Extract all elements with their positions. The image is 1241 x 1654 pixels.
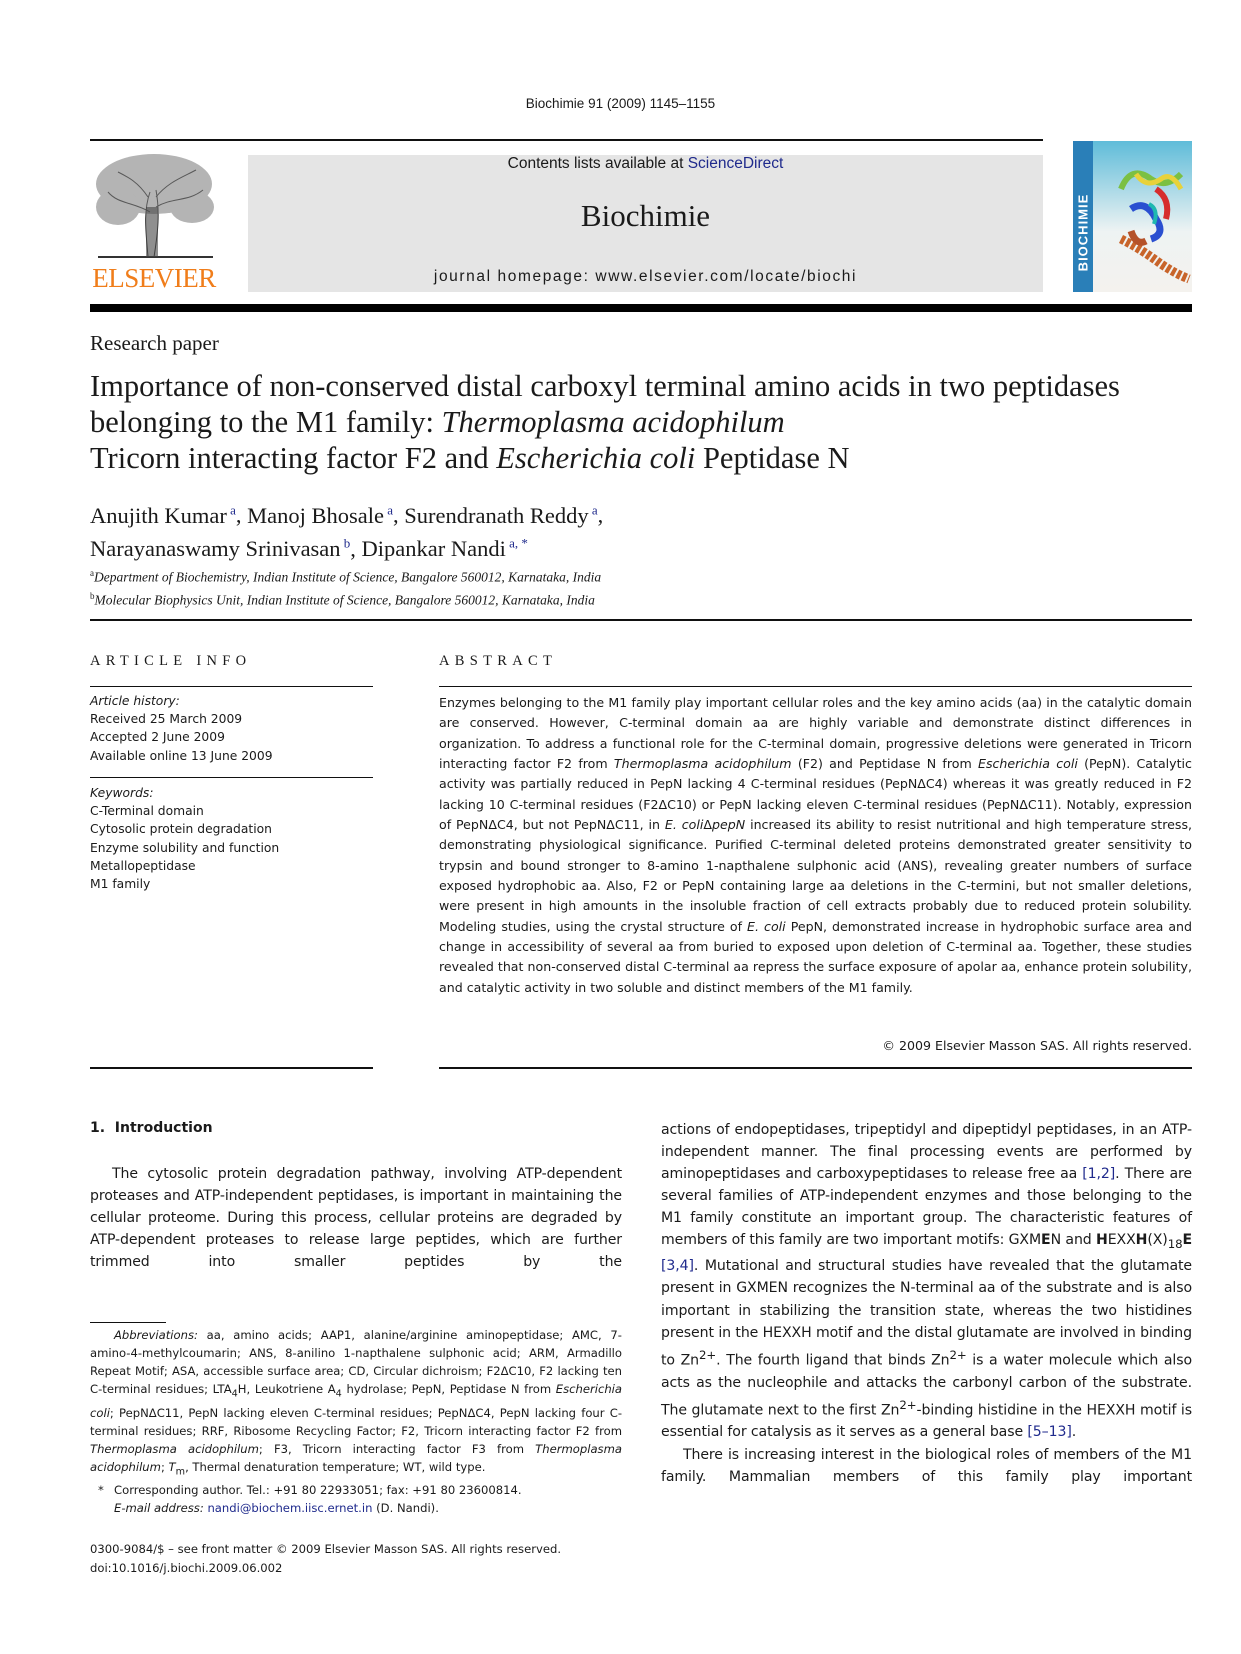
article-title: Importance of non-conserved distal carboxyl terminal amino acids in two peptidases belonging to the M1 family: Thermoplasma acidophilum Tricorn interacting factor F2 and Escherichia coli Peptidase N <box>90 369 1120 475</box>
rule <box>90 777 373 778</box>
keywords <box>90 784 279 893</box>
doi-line: doi:10.1016/j.biochi.2009.06.002 <box>90 1560 283 1575</box>
history-received: Received 25 March 2009 <box>90 712 243 727</box>
elsevier-wordmark: ELSEVIER <box>92 263 216 293</box>
affiliation-marker[interactable]: a <box>588 502 598 517</box>
asterisk-mark: * <box>98 1483 104 1498</box>
reference-link[interactable]: [1,2] <box>1082 1166 1116 1183</box>
affiliations <box>90 564 601 609</box>
italic-text: Thermoplasma acidophilum <box>613 756 792 772</box>
email-footnote <box>90 1499 622 1517</box>
article-history <box>90 692 273 765</box>
author[interactable]: Dipankar Nandi $^{a, *}$ <box>361 535 528 561</box>
history-accepted: Accepted 2 June 2009 <box>90 730 225 745</box>
body-paragraph: actions of endopeptidases, tripeptidyl and dipeptidyl peptidases, in an ATP-independent manner. The final processing events are performed by aminopeptidases and carboxypeptidases to release free aa [1,2]. There are several families of ATP-independent enzymes and those belonging to the M1 family constitute an important group. The characteristic features of members of this family are two important motifs: GXMEN and $HEXXH(X)_{18}E$ [3,4]. Mutational and structural studies have revealed that the glutamate present in GXMEN recognizes the N-terminal aa of the substrate and is also important in stabilizing the transition state, whereas the two histidines present in the HEXXH motif and the distal glutamate are involved in binding to $Zn^{2+}$. The fourth ligand that binds $Zn^{2+}$ is a water molecule which also acts as the nucleophile and attacks the carbonyl carbon of the substrate. The glutamate next to the first $Zn^{2+}$-binding histidine in the HEXXH motif is essential for catalysis as it serves as a general base [5–13]. <box>661 1122 1192 1441</box>
journal-homepage <box>248 268 1043 286</box>
affiliation-key: a <box>90 568 94 578</box>
italic-text: Thermoplasma acidophilum <box>441 405 785 439</box>
email-suffix: (D. Nandi). <box>372 1501 439 1516</box>
italic-text: Escherichia coli <box>977 756 1078 772</box>
subscript: 18 <box>1167 1237 1183 1252</box>
keyword: M1 family <box>90 877 151 892</box>
italic-text: E. coli <box>747 918 786 934</box>
rule <box>439 1067 1192 1069</box>
right-column <box>661 1119 1192 1488</box>
italic-text: pepN <box>712 817 746 833</box>
keywords-label: Keywords: <box>90 786 154 800</box>
italic-text: Thermoplasma acidophilum <box>90 1441 259 1456</box>
section-rule <box>90 619 1192 621</box>
introduction-heading: 1. Introduction <box>90 1120 213 1136</box>
homepage-label: journal homepage: <box>433 268 596 285</box>
subscript: m <box>175 1466 186 1478</box>
keyword: C-Terminal domain <box>90 804 204 819</box>
history-online: Available online 13 June 2009 <box>90 748 273 763</box>
contents-text: Contents lists available at <box>507 155 688 172</box>
author-list: Anujith Kumar $^a$, Manoj Bhosale $^a$, Surendranath Reddy $^a$, Narayanaswamy Srinivasan $^b$, Dipankar Nandi $^{a, *}$ <box>90 502 604 561</box>
journal-cover-image[interactable] <box>1073 141 1192 292</box>
affiliation-marker[interactable]: a <box>384 502 394 517</box>
superscript: 2+ <box>699 1347 717 1362</box>
elsevier-tree-icon <box>88 152 220 264</box>
author[interactable]: Surendranath Reddy $^a$ <box>404 502 598 528</box>
footnote-rule <box>90 1322 166 1323</box>
reference-link[interactable]: [3,4] <box>661 1258 694 1275</box>
author[interactable]: Narayanaswamy Srinivasan $^b$ <box>90 535 351 561</box>
abstract-heading: ABSTRACT <box>439 653 558 669</box>
affiliation-marker[interactable]: a, * <box>505 535 528 551</box>
italic-text: Escherichia coli <box>496 441 696 475</box>
italic-text: E. coli <box>664 817 704 833</box>
protein-structure-icon <box>1101 149 1191 289</box>
header-thick-rule <box>90 304 1192 312</box>
email-link[interactable]: nandi@biochem.iisc.ernet.in <box>207 1501 373 1516</box>
bold-text: E <box>1182 1232 1192 1249</box>
corresponding-author-footnote <box>90 1481 622 1499</box>
bold-text: H <box>1135 1232 1148 1249</box>
bold-text: E <box>1041 1232 1051 1249</box>
italic-text: T <box>168 1459 176 1474</box>
subscript: 4 <box>231 1388 238 1400</box>
history-label: Article history: <box>90 694 180 708</box>
rule <box>439 686 1192 687</box>
italic-text: Abbreviations: <box>114 1328 198 1342</box>
bold-text: H <box>1096 1232 1108 1249</box>
article-info-heading: ARTICLE INFO <box>90 653 252 669</box>
front-matter-info <box>90 1540 561 1577</box>
keyword: Metallopeptidase <box>90 858 196 873</box>
italic-text: Escherichia coli <box>90 1382 623 1420</box>
email-label: E-mail address: <box>114 1501 204 1516</box>
rule <box>90 1067 373 1069</box>
author[interactable]: Manoj Bhosale $^a$ <box>247 502 394 528</box>
paper-type: Research paper <box>90 331 219 355</box>
keyword: Enzyme solubility and function <box>90 840 280 855</box>
introduction-paragraph: The cytosolic protein degradation pathway, involving ATP-dependent proteases and ATP-independent peptidases, is important in maintaining the cellular proteome. During this process, cellular proteins are degraded by ATP-dependent proteases to release large peptides, which are further trimmed into smaller peptides by the <box>90 1166 622 1271</box>
journal-name: Biochimie <box>580 198 711 233</box>
affiliation: $^b$Molecular Biophysics Unit, Indian Institute of Science, Bangalore 560012, Karnataka, India <box>90 590 595 607</box>
abstract-text: Enzymes belonging to the M1 family play important cellular roles and the key amino acids (aa) in the catalytic domain are conserved. However, C-terminal domain aa are highly variable and demonstrate distinct differences in organization. To address a functional role for the C-terminal domain, progressive deletions were generated in Tricorn interacting factor F2 from Thermoplasma acidophilum (F2) and Peptidase N from Escherichia coli (PepN). Catalytic activity was partially reduced in PepN lacking 4 C-terminal residues (PepNΔC4) whereas it was greatly reduced in F2 lacking 10 C-terminal residues (F2ΔC10) or PepN lacking eleven C-terminal residues (PepNΔC11). Notably, expression of PepNΔC4, but not PepNΔC11, in E. coliΔpepN increased its ability to resist nutritional and high temperature stress, demonstrating physiological significance. Purified C-terminal deleted proteins demonstrated greater sensitivity to trypsin and bound stronger to 8-amino 1-napthalene sulphonic acid (ANS), revealing greater numbers of surface exposed hydrophobic aa. Also, F2 or PepN containing large aa deletions in the C-termini, but not smaller deletions, were present in high amounts in the insoluble fraction of cell extracts probably due to reduced protein solubility. Modeling studies, using the crystal structure of E. coli PepN, demonstrated increase in hydrophobic surface area and change in accessibility of several aa from buried to exposed upon deletion of C-terminal aa. Together, these studies revealed that non-conserved distal C-terminal aa repress the surface exposure of apolar aa, enhance protein solubility, and catalytic activity in two soluble and distinct members of the M1 family. <box>439 695 1193 995</box>
author[interactable]: Anujith Kumar $^a$ <box>90 502 236 528</box>
contents-line <box>248 155 1043 173</box>
affiliation-marker[interactable]: b <box>340 535 351 551</box>
body-paragraph: There is increasing interest in the biological roles of members of the M1 family. Mammalian members of this family play important <box>661 1446 1192 1485</box>
footnotes <box>90 1326 622 1518</box>
superscript: 2+ <box>899 1397 917 1412</box>
affiliation: $^a$Department of Biochemistry, Indian Institute of Science, Bangalore 560012, Karnataka, India <box>90 568 602 585</box>
issn-line: 0300-9084/$ – see front matter © 2009 Elsevier Masson SAS. All rights reserved. <box>90 1542 562 1556</box>
reference-link[interactable]: [5–13] <box>1027 1424 1072 1441</box>
keyword: Cytosolic protein degradation <box>90 822 272 837</box>
abstract-copyright: © 2009 Elsevier Masson SAS. All rights reserved. <box>882 1038 1192 1053</box>
affiliation-marker[interactable]: a <box>226 502 236 517</box>
corresponding-text: Corresponding author. Tel.: +91 80 22933051; fax: +91 80 23600814. <box>114 1483 522 1498</box>
rule <box>90 686 373 687</box>
affiliation-key: b <box>90 590 95 601</box>
homepage-link[interactable]: www.elsevier.com/locate/biochi <box>595 268 858 285</box>
superscript: 2+ <box>949 1347 967 1362</box>
cover-title: BIOCHIMIE <box>1075 193 1091 272</box>
header-rule <box>90 139 1043 141</box>
abbreviations-footnote: Abbreviations: aa, amino acids; AAP1, alanine/arginine aminopeptidase; AMC, 7-amino-4-methylcoumarin; ANS, 8-anilino 1-napthalene sulphonic acid; ARM, Armadillo Repeat Motif; ASA, accessible surface area; CD, Circular dichroism; F2ΔC10, F2 lacking ten C-terminal residues; $LTA_4H$, Leukotriene $A_4$ hydrolase; PepN, Peptidase N from Escherichia coli; PepNΔC11, PepN lacking eleven C-terminal residues; PepNΔC4, PepN lacking four C-terminal residues; RRF, Ribosome Recycling Factor; F2, Tricorn interacting factor F2 from Thermoplasma acidophilum; F3, Tricorn interacting factor F3 from Thermoplasma acidophilum; $T_m$, Thermal denaturation temperature; WT, wild type. <box>90 1328 623 1478</box>
journal-reference: Biochimie 91 (2009) 1145–1155 <box>525 96 716 111</box>
sciencedirect-link[interactable]: ScienceDirect <box>687 155 784 172</box>
italic-text: Thermoplasma acidophilum <box>90 1441 622 1474</box>
elsevier-logo[interactable] <box>88 152 220 294</box>
subscript: 4 <box>335 1388 342 1400</box>
